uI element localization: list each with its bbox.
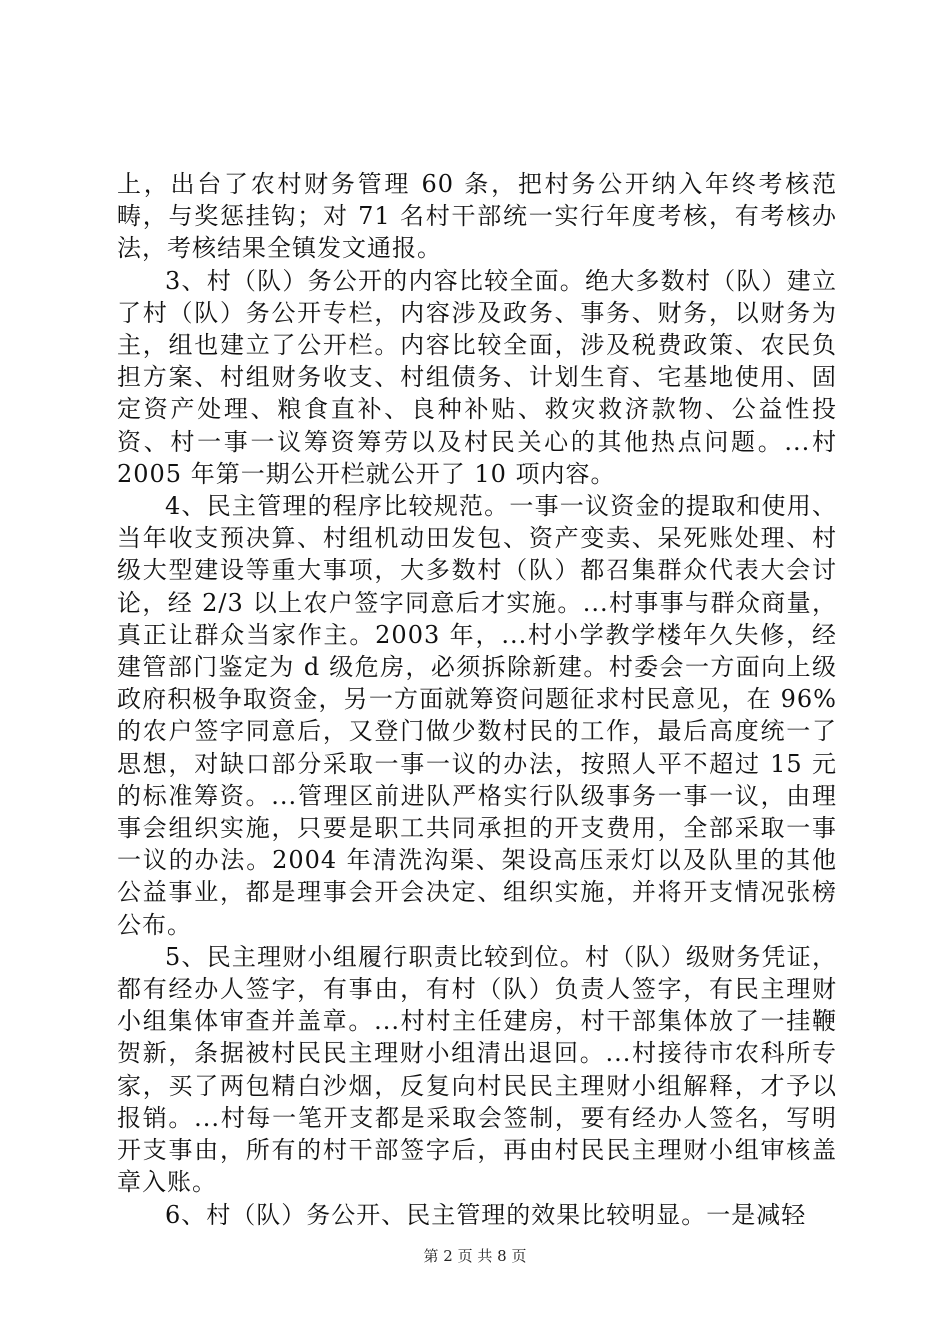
paragraph-1: 上，出台了农村财务管理 60 条，把村务公开纳入年终考核范畴，与奖惩挂钩；对 71 名村干部统一实行年度考核，有考核办法，考核结果全镇发文通报。 [117,170,837,263]
paragraph-5: 6、村（队）务公开、民主管理的效果比较明显。一是减轻 [165,1200,807,1229]
page-number-footer: 第 2 页 共 8 页 [423,1247,527,1265]
document-body [117,168,837,1231]
paragraph-3: 4、民主管理的程序比较规范。一事一议资金的提取和使用、当年收支预决算、村组机动田发包、资产变卖、呆死账处理、村级大型建设等重大事项，大多数村（队）都召集群众代表大会讨论，经 2/3 以上农户签字同意后才实施。...村事事与群众商量，真正让群众当家作主。2003 年，...村小学教学楼年久失修，经建管部门鉴定为 d 级危房，必须拆除新建。村委会一方面向上级政府积极争取资金，另一方面就筹资问题征求村民意见，在 96%的农户签字同意后，又登门做少数村民的工作，最后高度统一了思想，对缺口部分采取一事一议的办法，按照人平不超过 15 元的标准筹资。...管理区前进队严格实行队级事务一事一议，由理事会组织实施，只要是职工共同承担的开支费用，全部采取一事一议的办法。2004 年清洗沟渠、架设高压汞灯以及队里的其他公益事业，都是理事会开会决定、组织实施，并将开支情况张榜公布。 [117,492,837,939]
paragraph-4: 5、民主理财小组履行职责比较到位。村（队）级财务凭证，都有经办人签字，有事由，有村（队）负责人签字，有民主理财小组集体审查并盖章。...村村主任建房，村干部集体放了一挂鞭贺新，条据被村民民主理财小组清出退回。...村接待市农科所专家，买了两包精白沙烟，反复向村民民主理财小组解释，才予以报销。...村每一笔开支都是采取会签制，要有经办人签名，写明开支事由，所有的村干部签字后，再由村民民主理财小组审核盖章入账。 [117,942,837,1197]
paragraph-2: 3、村（队）务公开的内容比较全面。绝大多数村（队）建立了村（队）务公开专栏，内容涉及政务、事务、财务，以财务为主，组也建立了公开栏。内容比较全面，涉及税费政策、农民负担方案、村组财务收支、村组债务、计划生育、宅基地使用、固定资产处理、粮食直补、良种补贴、救灾救济款物、公益性投资、村一事一议筹资筹劳以及村民关心的其他热点问题。...村 2005 年第一期公开栏就公开了 10 项内容。 [117,266,837,488]
